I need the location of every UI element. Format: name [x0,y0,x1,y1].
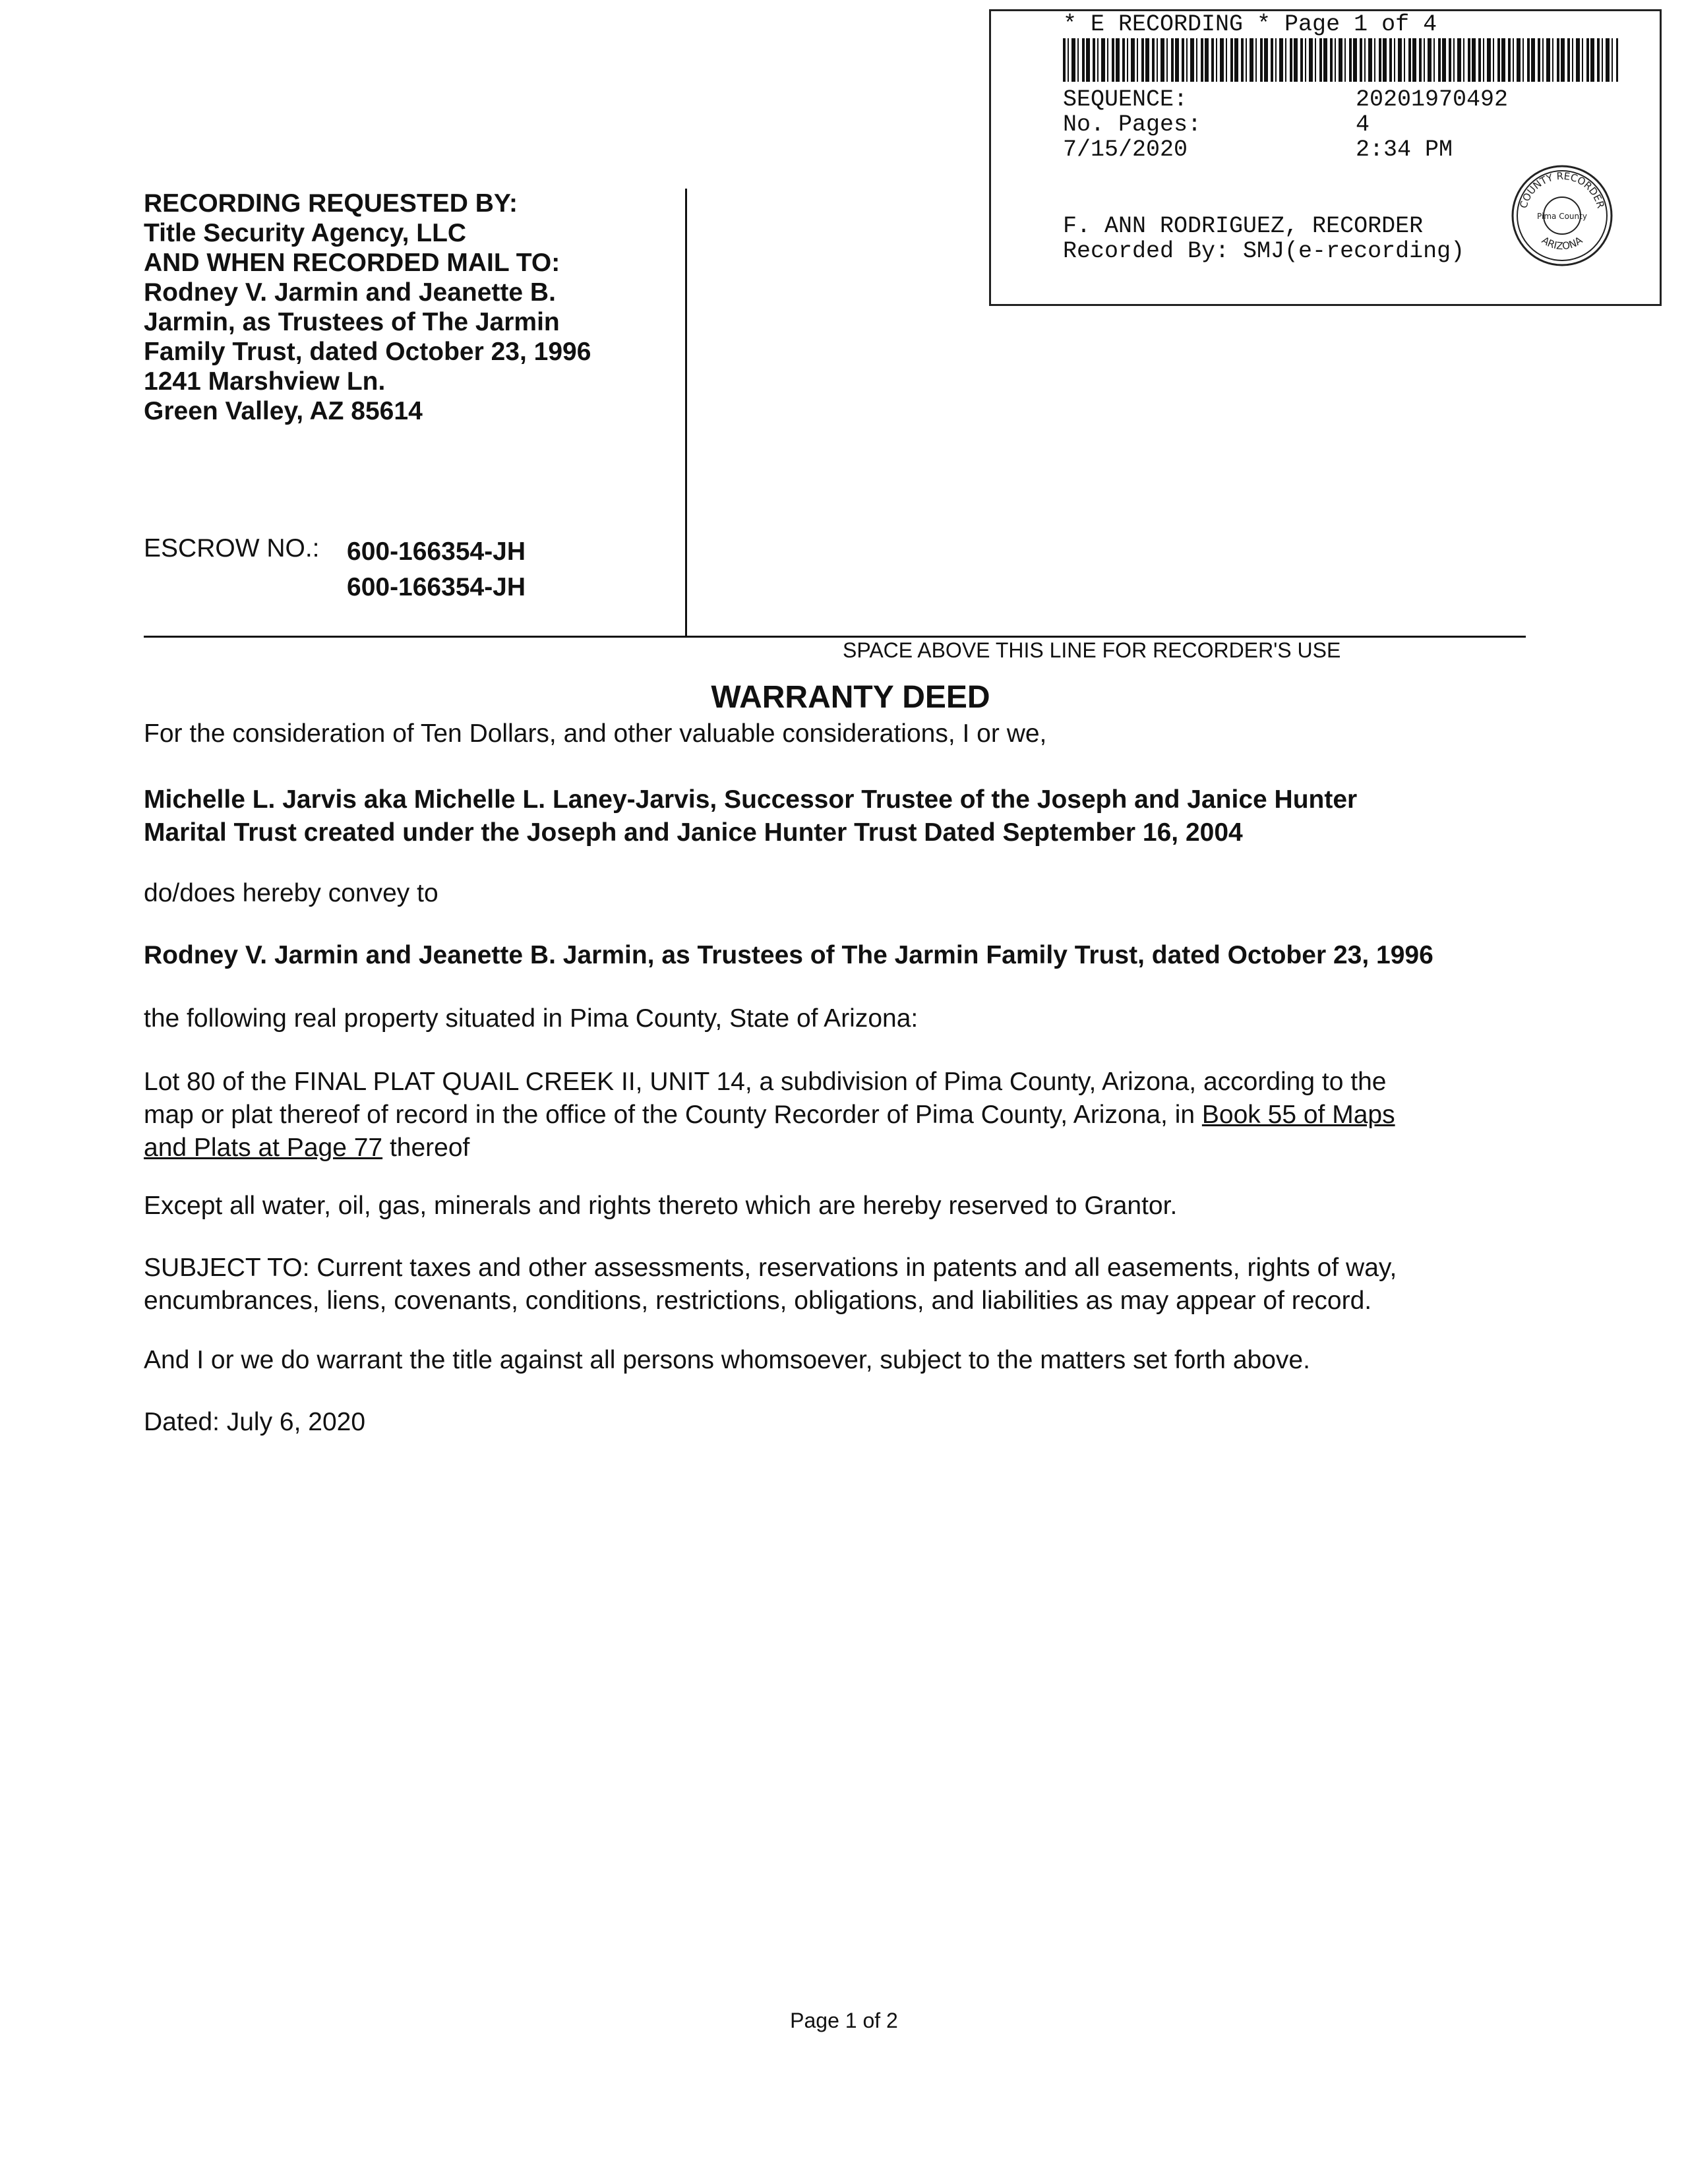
grantor-text [144,783,1542,849]
escrow-number: 600-166354-JH [347,573,526,601]
legal-text: thereof [382,1134,470,1162]
requested-line: Family Trust, dated October 23, 1996 [144,338,591,366]
subject-line: encumbrances, liens, covenants, conditions, restrictions, obligations, and liabilities as may appear of record. [144,1287,1372,1315]
legal-line [144,1132,1542,1165]
legal-text: map or plat thereof of record in the office of the County Recorder of Pima County, Arizona, in [144,1101,1202,1129]
requested-line: Green Valley, AZ 85614 [144,397,423,425]
recorder-name: F. ANN RODRIGUEZ, RECORDER [1063,213,1424,239]
recording-time: 2:34 PM [1356,136,1453,163]
grantor-line: Michelle L. Jarvis aka Michelle L. Laney-Jarvis, Successor Trustee of the Joseph and Janice Hunter [144,785,1358,814]
recording-header: * E RECORDING * Page 1 of 4 [1063,11,1437,38]
plat-reference: and Plats at Page 77 [144,1134,383,1162]
requested-line: Title Security Agency, LLC [144,219,467,247]
header-vertical-divider [685,189,687,636]
convey-text: do/does hereby convey to [144,879,438,907]
recorded-by: Recorded By: SMJ(e-recording) [1063,238,1465,264]
consideration-text: For the consideration of Ten Dollars, and other valuable considerations, I or we, [144,719,1047,748]
requested-line: 1241 Marshview Ln. [144,367,386,396]
seal-top-text: COUNTY RECORDER [1517,169,1607,210]
subject-line: SUBJECT TO: Current taxes and other assessments, reservations in patents and all easements, rights of way, [144,1254,1397,1282]
escrow-label: ESCROW NO.: [144,534,320,562]
escrow-number: 600-166354-JH [347,537,526,566]
requested-line: Rodney V. Jarmin and Jeanette B. [144,278,556,307]
subject-to-text [144,1252,1542,1318]
legal-line: Lot 80 of the FINAL PLAT QUAIL CREEK II, UNIT 14, a subdivision of Pima County, Arizona, according to the [144,1068,1387,1096]
except-text: Except all water, oil, gas, minerals and rights thereto which are hereby reserved to Grantor. [144,1192,1178,1220]
recording-date: 7/15/2020 [1063,136,1188,163]
barcode [1063,38,1618,82]
seal-bottom-text: ARIZONA [1539,234,1585,253]
requested-line: RECORDING REQUESTED BY: [144,189,518,218]
recorder-use-divider [144,636,1526,638]
title-text: WARRANTY DEED [711,680,990,715]
requested-line: AND WHEN RECORDED MAIL TO: [144,249,560,277]
page-number: Page 1 of 2 [790,2009,898,2032]
requested-line: Jarmin, as Trustees of The Jarmin [144,308,560,336]
county-seal-icon [1510,164,1614,268]
grantor-line: Marital Trust created under the Joseph and Janice Hunter Trust Dated September 16, 2004 [144,818,1243,847]
plat-reference: Book 55 of Maps [1201,1101,1395,1129]
recording-requested-block [144,189,591,426]
seal-center-text: Pima County [1537,212,1587,221]
warrant-text: And I or we do warrant the title against all persons whomsoever, subject to the matters set forth above. [144,1346,1310,1374]
legal-description [144,1066,1542,1165]
dated-text: Dated: July 6, 2020 [144,1408,366,1436]
situated-text: the following real property situated in Pima County, State of Arizona: [144,1004,919,1033]
grantee-text: Rodney V. Jarmin and Jeanette B. Jarmin, as Trustees of The Jarmin Family Trust, dated October 23, 1996 [144,941,1433,969]
pages-label: No. Pages: [1063,111,1202,138]
pages-value: 4 [1356,111,1370,138]
recorder-space-note: SPACE ABOVE THIS LINE FOR RECORDER'S USE [843,638,1341,662]
sequence-value: 20201970492 [1356,86,1509,113]
document-title [0,679,1688,715]
escrow-values [347,534,526,605]
legal-line [144,1099,1542,1132]
sequence-label: SEQUENCE: [1063,86,1188,113]
